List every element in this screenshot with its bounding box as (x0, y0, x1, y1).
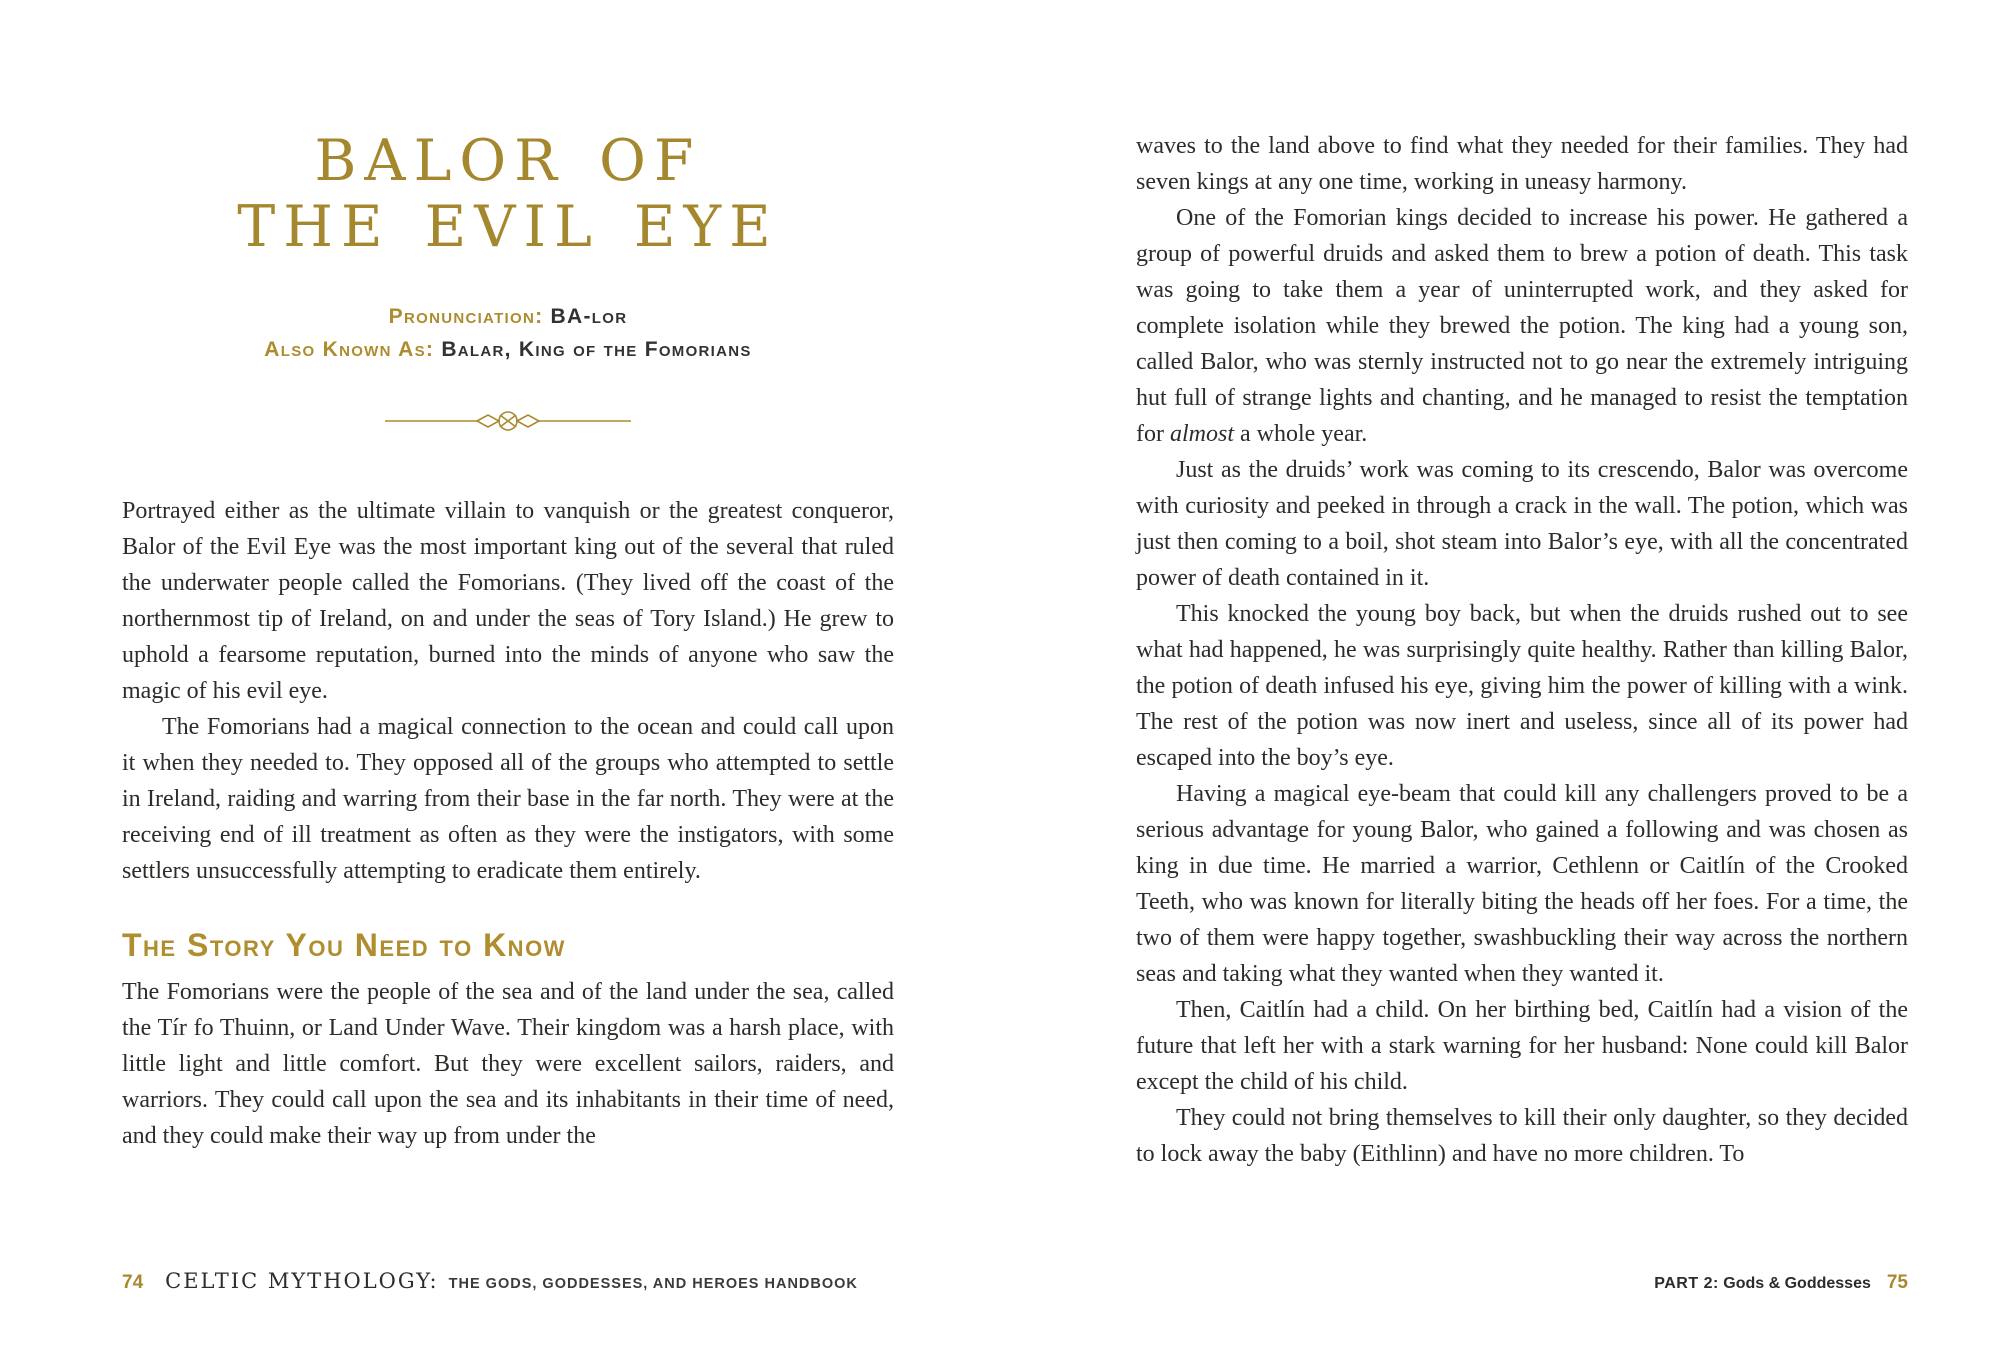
right-footer (1654, 1272, 1908, 1294)
paragraph: This knocked the young boy back, but when the druids rushed out to see what had happened, he was surprisingly quite healthy. Rather than killing Balor, the potion of death infused his eye, giving him the power of killing with a wink. The rest of the potion was now inert and useless, since all of its power had escaped into the boy’s eye. (1136, 601, 1908, 771)
pronunciation-block (122, 300, 894, 366)
paragraph-segment-italic: almost (1169, 421, 1234, 447)
paragraph: waves to the land above to find what they needed for their families. They had seven kings at any one time, working in uneasy harmony. (1136, 133, 1908, 195)
paragraph: They could not bring themselves to kill their only daughter, so they decided to lock away the baby (Eithlinn) and have no more children. To (1136, 1105, 1908, 1167)
page-right (1000, 0, 2000, 1346)
pronunciation-label: Pronunciation: (388, 305, 544, 329)
celtic-knot-divider-icon (383, 406, 633, 436)
left-body-text (122, 493, 894, 1154)
right-body-text (1136, 128, 1908, 1172)
footer-book-title: CELTIC MYTHOLOGY: (165, 1269, 439, 1293)
paragraph: Just as the druids’ work was coming to its crescendo, Balor was overcome with curiosity and peeked in through a crack in the wall. The potion, which was just then coming to a boil, shot steam into Balor’s eye, with all the concentrated power of death contained in it. (1136, 457, 1908, 591)
paragraph-segment: a whole year. (1234, 421, 1368, 447)
paragraph-segment: One of the Fomorian kings decided to increase his power. He gathered a group of powerful druids and asked them to brew a potion of death. This task was going to take them a year of uninterrupted work, and they asked for complete isolation while they brewed the potion. The king had a young son, called Balor, who was sternly instructed not to go near the extremely intriguing hut full of strange lights and chanting, and he managed to resist the temptation for (1136, 205, 1908, 447)
chapter-title-line-2: THE EVIL EYE (237, 194, 779, 261)
also-known-as-label: Also Known As: (264, 338, 435, 362)
also-known-as-value: Balar, King of the Fomorians (441, 338, 752, 362)
footer-book-subtitle: THE GODS, GODDESSES, AND HEROES HANDBOOK (448, 1276, 858, 1292)
pronunciation-line (122, 300, 894, 333)
left-footer (122, 1269, 858, 1294)
paragraph: Having a magical eye-beam that could kill any challengers proved to be a serious advantage for young Balor, who gained a following and was chosen as king in due time. He married a warrior, Cethlenn or Caitlín of the Crooked Teeth, who was known for literally biting the heads off her foes. For a time, the two of them were happy together, swashbuckling their way across the northern seas and taking what they wanted when they wanted it. (1136, 781, 1908, 987)
paragraph (1136, 200, 1908, 452)
paragraph: The Fomorians were the people of the sea and of the land under the sea, called the Tír fo Thuinn, or Land Under Wave. Their kingdom was a harsh place, with little light and little comfort. But they were excellent sailors, raiders, and warriors. They could call upon the sea and its inhabitants in their time of need, and they could make their way up from under the (122, 979, 894, 1150)
footer-part-title: Gods & Goddesses (1723, 1275, 1871, 1292)
chapter-title-line-1: BALOR OF (314, 128, 702, 194)
paragraph: Portrayed either as the ultimate villain to vanquish or the greatest conqueror, Balor of the Evil Eye was the most important king out of the several that ruled the underwater people called the Fomorians. (They lived off the coast of the northernmost tip of Ireland, on and under the seas of Tory Island.) He grew to uphold a fearsome reputation, burned into the minds of anyone who saw the magic of his evil eye. (122, 498, 894, 705)
right-text-column (1136, 0, 1908, 1172)
paragraph: Then, Caitlín had a child. On her birthing bed, Caitlín had a vision of the future that left her with a stark warning for her husband: None could kill Balor except the child of his child. (1136, 997, 1908, 1095)
footer-part-label: PART 2: (1654, 1275, 1719, 1292)
ornament-wrap (122, 406, 894, 441)
page-number-right: 75 (1886, 1272, 1908, 1293)
chapter-title-block (122, 128, 894, 260)
also-known-as-line (122, 333, 894, 366)
paragraph: The Fomorians had a magical connection to the ocean and could call upon it when they needed to. They opposed all of the groups who attempted to settle in Ireland, raiding and warring from their base in the far north. They were at the receiving end of ill treatment as often as they were the instigators, with some settlers unsuccessfully attempting to eradicate them entirely. (122, 714, 894, 885)
page-number-left: 74 (122, 1272, 144, 1293)
section-heading: The Story You Need to Know (122, 927, 566, 964)
pronunciation-value: BA-lor (550, 305, 628, 329)
left-text-column (122, 0, 894, 1154)
